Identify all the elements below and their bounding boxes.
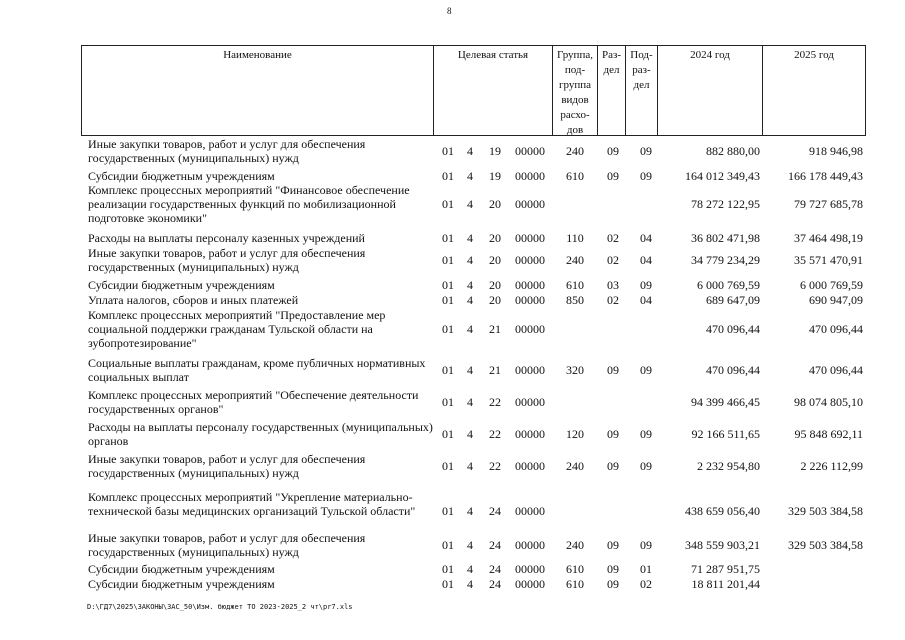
row-c4: 00000 [515, 293, 545, 307]
row-c1: 01 [442, 459, 454, 473]
row-c1: 01 [442, 231, 454, 245]
row-sub: 09 [640, 278, 652, 292]
row-c4: 00000 [515, 504, 545, 518]
row-v2025: 35 571 470,91 [794, 253, 863, 267]
row-v2025: 2 226 112,99 [800, 459, 863, 473]
file-path-footer: D:\ГД7\2025\ЗАКОНЫ\ЗАС_50\Изм. бюджет ТО 2023-2025_2 чт\pr7.xls [87, 603, 353, 611]
table-row [0, 169, 905, 183]
row-c4: 00000 [515, 169, 545, 183]
row-group: 120 [566, 427, 584, 441]
row-v2024: 18 811 201,44 [691, 577, 760, 591]
row-v2024: 94 399 466,45 [691, 395, 760, 409]
row-section: 09 [607, 577, 619, 591]
row-c2: 4 [467, 577, 473, 591]
header-target: Целевая статья [433, 46, 552, 135]
row-group: 320 [566, 363, 584, 377]
row-v2025: 470 096,44 [809, 322, 863, 336]
row-c3: 20 [489, 197, 501, 211]
row-c2: 4 [467, 169, 473, 183]
row-c1: 01 [442, 395, 454, 409]
table-row [0, 490, 905, 532]
row-c4: 00000 [515, 459, 545, 473]
row-name: Субсидии бюджетным учреждениям [88, 278, 275, 292]
row-v2024: 2 232 954,80 [697, 459, 760, 473]
row-c4: 00000 [515, 363, 545, 377]
row-c4: 00000 [515, 197, 545, 211]
row-c1: 01 [442, 363, 454, 377]
row-c1: 01 [442, 253, 454, 267]
row-name: Уплата налогов, сборов и иных платежей [88, 293, 299, 307]
row-v2024: 78 272 122,95 [691, 197, 760, 211]
row-c2: 4 [467, 231, 473, 245]
row-name: Комплекс процессных мероприятий "Укрепление материально-технической базы медицинских организаций Тульской области" [88, 490, 416, 518]
row-group: 240 [566, 144, 584, 158]
row-c1: 01 [442, 322, 454, 336]
row-name: Субсидии бюджетным учреждениям [88, 562, 275, 576]
table-row [0, 577, 905, 591]
row-c3: 24 [489, 504, 501, 518]
row-name: Иные закупки товаров, работ и услуг для обеспечения государственных (муниципальных) нужд [88, 531, 366, 559]
row-section: 09 [607, 538, 619, 552]
row-v2025: 37 464 498,19 [794, 231, 863, 245]
table-row [0, 452, 905, 480]
row-v2025: 98 074 805,10 [794, 395, 863, 409]
row-v2025: 329 503 384,58 [788, 538, 863, 552]
row-v2024: 470 096,44 [706, 363, 760, 377]
row-c2: 4 [467, 322, 473, 336]
row-group: 610 [566, 278, 584, 292]
table-row [0, 308, 905, 350]
row-sub: 09 [640, 169, 652, 183]
row-v2024: 36 802 471,98 [691, 231, 760, 245]
row-c2: 4 [467, 253, 473, 267]
row-section: 03 [607, 278, 619, 292]
row-c4: 00000 [515, 278, 545, 292]
row-v2024: 164 012 349,43 [685, 169, 760, 183]
row-v2024: 34 779 234,29 [691, 253, 760, 267]
row-c1: 01 [442, 144, 454, 158]
row-v2025: 329 503 384,58 [788, 504, 863, 518]
row-section: 02 [607, 231, 619, 245]
row-sub: 09 [640, 144, 652, 158]
row-section: 02 [607, 293, 619, 307]
table-row [0, 420, 905, 448]
row-sub: 09 [640, 459, 652, 473]
row-c3: 22 [489, 459, 501, 473]
row-c1: 01 [442, 169, 454, 183]
row-v2025: 79 727 685,78 [794, 197, 863, 211]
row-c3: 20 [489, 278, 501, 292]
row-section: 09 [607, 363, 619, 377]
row-c2: 4 [467, 504, 473, 518]
row-v2025: 95 848 692,11 [794, 427, 863, 441]
table-row [0, 231, 905, 245]
row-v2024: 882 880,00 [706, 144, 760, 158]
table-row [0, 246, 905, 274]
row-name: Иные закупки товаров, работ и услуг для обеспечения государственных (муниципальных) нужд [88, 246, 366, 274]
row-c3: 24 [489, 562, 501, 576]
row-section: 02 [607, 253, 619, 267]
row-sub: 04 [640, 293, 652, 307]
header-2025: 2025 год [762, 46, 866, 135]
row-c2: 4 [467, 538, 473, 552]
row-c3: 20 [489, 253, 501, 267]
row-c4: 00000 [515, 253, 545, 267]
row-c1: 01 [442, 504, 454, 518]
row-name: Субсидии бюджетным учреждениям [88, 169, 275, 183]
table-row [0, 356, 905, 384]
table-row [0, 531, 905, 559]
row-c2: 4 [467, 395, 473, 409]
row-sub: 09 [640, 538, 652, 552]
row-c3: 19 [489, 169, 501, 183]
table-row [0, 388, 905, 416]
row-c1: 01 [442, 278, 454, 292]
row-sub: 04 [640, 231, 652, 245]
row-c2: 4 [467, 363, 473, 377]
row-c3: 21 [489, 363, 501, 377]
row-c2: 4 [467, 278, 473, 292]
row-c3: 20 [489, 231, 501, 245]
row-group: 240 [566, 253, 584, 267]
row-group: 610 [566, 169, 584, 183]
row-c2: 4 [467, 197, 473, 211]
row-v2024: 92 166 511,65 [691, 427, 760, 441]
header-group: Группа, под- группа видов расхо- дов [552, 46, 597, 135]
row-v2024: 470 096,44 [706, 322, 760, 336]
page-number: 8 [447, 6, 452, 16]
row-v2024: 348 559 903,21 [685, 538, 760, 552]
row-c3: 22 [489, 427, 501, 441]
row-v2024: 689 647,09 [706, 293, 760, 307]
row-sub: 04 [640, 253, 652, 267]
row-c1: 01 [442, 293, 454, 307]
row-name: Комплекс процессных мероприятий "Обеспечение деятельности государственных органов" [88, 388, 419, 416]
row-c3: 20 [489, 293, 501, 307]
row-c1: 01 [442, 562, 454, 576]
row-group: 850 [566, 293, 584, 307]
table-row [0, 562, 905, 576]
row-c3: 22 [489, 395, 501, 409]
header-section: Раз- дел [597, 46, 625, 135]
row-c2: 4 [467, 459, 473, 473]
row-name: Расходы на выплаты персоналу государственных (муниципальных) органов [88, 420, 433, 448]
row-section: 09 [607, 144, 619, 158]
table-row [0, 278, 905, 292]
row-section: 09 [607, 169, 619, 183]
row-group: 610 [566, 577, 584, 591]
table-row [0, 137, 905, 165]
row-c1: 01 [442, 197, 454, 211]
row-group: 610 [566, 562, 584, 576]
row-c4: 00000 [515, 562, 545, 576]
row-c3: 19 [489, 144, 501, 158]
row-c4: 00000 [515, 427, 545, 441]
row-c4: 00000 [515, 395, 545, 409]
row-v2025: 470 096,44 [809, 363, 863, 377]
row-name: Социальные выплаты гражданам, кроме публичных нормативных социальных выплат [88, 356, 426, 384]
row-name: Комплекс процессных мероприятий "Финансовое обеспечение реализации государственных функций по мобилизационной подготовке экономики" [88, 183, 410, 225]
header-name: Наименование [81, 46, 433, 135]
row-name: Иные закупки товаров, работ и услуг для обеспечения государственных (муниципальных) нужд [88, 452, 366, 480]
row-group: 240 [566, 459, 584, 473]
row-name: Иные закупки товаров, работ и услуг для обеспечения государственных (муниципальных) нужд [88, 137, 366, 165]
header-subsection: Под- раз- дел [625, 46, 657, 135]
row-v2025: 918 946,98 [809, 144, 863, 158]
row-c2: 4 [467, 427, 473, 441]
row-sub: 01 [640, 562, 652, 576]
row-sub: 02 [640, 577, 652, 591]
row-v2024: 6 000 769,59 [697, 278, 760, 292]
row-c4: 00000 [515, 538, 545, 552]
row-v2025: 690 947,09 [809, 293, 863, 307]
row-c4: 00000 [515, 577, 545, 591]
row-c4: 00000 [515, 144, 545, 158]
row-group: 110 [566, 231, 584, 245]
row-sub: 09 [640, 427, 652, 441]
header-2024: 2024 год [657, 46, 762, 135]
table-header [81, 45, 866, 136]
row-c3: 21 [489, 322, 501, 336]
row-name: Субсидии бюджетным учреждениям [88, 577, 275, 591]
row-c1: 01 [442, 538, 454, 552]
row-c1: 01 [442, 577, 454, 591]
row-v2024: 71 287 951,75 [691, 562, 760, 576]
row-c4: 00000 [515, 322, 545, 336]
row-section: 09 [607, 459, 619, 473]
row-v2025: 6 000 769,59 [800, 278, 863, 292]
row-v2025: 166 178 449,43 [788, 169, 863, 183]
row-sub: 09 [640, 363, 652, 377]
row-c2: 4 [467, 293, 473, 307]
row-c4: 00000 [515, 231, 545, 245]
row-section: 09 [607, 562, 619, 576]
row-name: Комплекс процессных мероприятий "Предоставление мер социальной поддержки гражданам Тульской области на зубопротезирование" [88, 308, 386, 350]
row-c2: 4 [467, 562, 473, 576]
row-c1: 01 [442, 427, 454, 441]
row-c3: 24 [489, 538, 501, 552]
row-group: 240 [566, 538, 584, 552]
row-c3: 24 [489, 577, 501, 591]
row-v2024: 438 659 056,40 [685, 504, 760, 518]
row-section: 09 [607, 427, 619, 441]
row-name: Расходы на выплаты персоналу казенных учреждений [88, 231, 365, 245]
table-row [0, 183, 905, 225]
table-row [0, 293, 905, 307]
row-c2: 4 [467, 144, 473, 158]
